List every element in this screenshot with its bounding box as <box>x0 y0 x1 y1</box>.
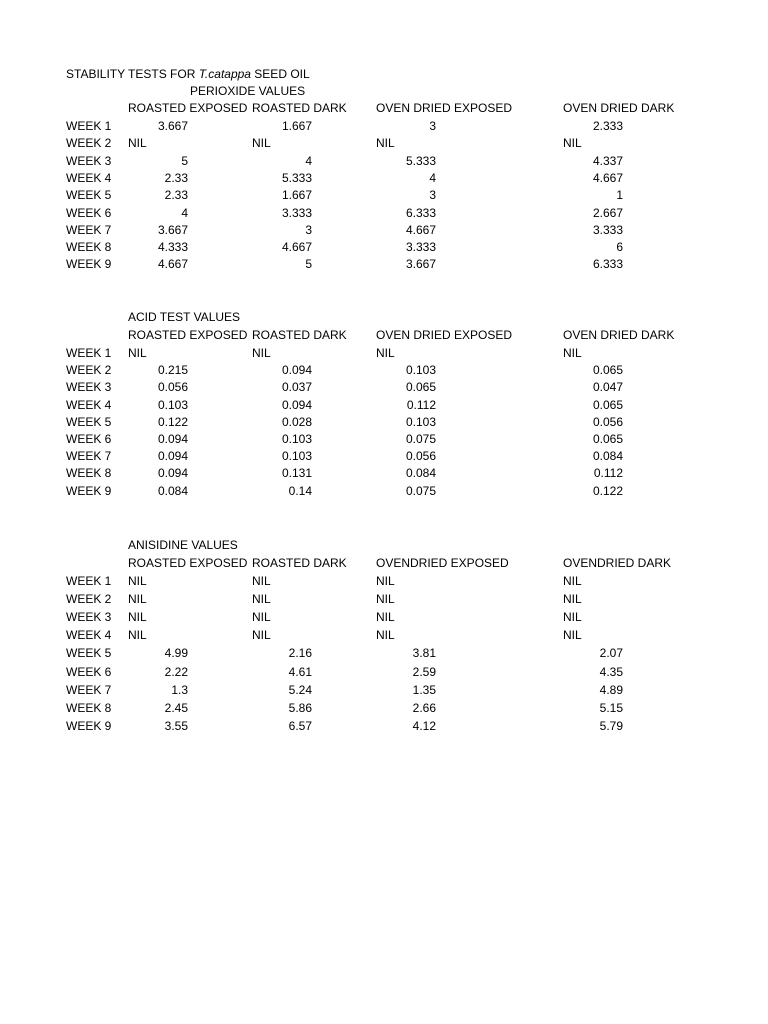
table-cell: NIL <box>563 610 582 624</box>
table-cell: 0.056 <box>405 449 436 463</box>
week-label: WEEK 8 <box>66 701 112 715</box>
table-cell: 3.81 <box>412 646 436 660</box>
table-cell: 0.103 <box>405 415 436 429</box>
table-cell: NIL <box>252 592 271 606</box>
table-cell: 1 <box>616 188 623 202</box>
table-cell: 2.33 <box>164 188 188 202</box>
column-header: OVEN DRIED EXPOSED <box>376 101 513 115</box>
table-cell: 0.103 <box>281 449 312 463</box>
table-caption: PERIOXIDE VALUES <box>190 84 306 98</box>
table-cell: 5 <box>305 257 312 271</box>
table-cell: 3 <box>429 119 436 133</box>
table-cell: 0.094 <box>157 432 188 446</box>
week-label: WEEK 4 <box>66 398 112 412</box>
table-cell: NIL <box>128 136 147 150</box>
table-header-row <box>0 102 768 119</box>
column-header: OVEN DRIED EXPOSED <box>376 328 513 342</box>
table-cell: 6.333 <box>592 257 623 271</box>
column-header: ROASTED EXPOSED <box>128 556 248 570</box>
table-cell: NIL <box>128 346 147 360</box>
table-cell: 0.056 <box>592 415 623 429</box>
table-row <box>0 647 768 664</box>
table-row <box>0 258 768 275</box>
table-cell: 0.215 <box>157 363 188 377</box>
table-cell: 2.667 <box>592 206 623 220</box>
table-cell: 3.667 <box>157 223 188 237</box>
week-label: WEEK 5 <box>66 415 112 429</box>
week-label: WEEK 6 <box>66 432 112 446</box>
table-row <box>0 224 768 241</box>
week-label: WEEK 5 <box>66 646 112 660</box>
table-cell: 5.79 <box>599 719 623 733</box>
table-cell: 0.065 <box>592 398 623 412</box>
table-cell: 0.112 <box>593 466 623 480</box>
table-row <box>0 629 768 646</box>
table-cell: NIL <box>376 592 395 606</box>
week-label: WEEK 4 <box>66 628 112 642</box>
table-cell: 5.86 <box>288 701 312 715</box>
table-cell: 2.333 <box>592 119 623 133</box>
table-cell: 0.094 <box>157 466 188 480</box>
table-row <box>0 347 768 364</box>
table-row <box>0 450 768 467</box>
table-cell: 5.15 <box>599 701 623 715</box>
table-cell: 6 <box>616 240 623 254</box>
column-header: ROASTED DARK <box>252 328 347 342</box>
table-cell: NIL <box>252 136 271 150</box>
table-cell: 0.094 <box>281 363 312 377</box>
table-cell: 0.122 <box>157 415 188 429</box>
table-cell: 4.667 <box>281 240 312 254</box>
table-cell: NIL <box>376 136 395 150</box>
week-label: WEEK 1 <box>66 346 112 360</box>
table-cell: 5.333 <box>281 171 312 185</box>
week-label: WEEK 1 <box>66 119 112 133</box>
table-cell: 0.056 <box>157 380 188 394</box>
table-cell: 4 <box>305 154 312 168</box>
table-cell: 0.094 <box>281 398 312 412</box>
table-cell: 5 <box>181 154 188 168</box>
table-cell: 0.084 <box>157 484 188 498</box>
table-cell: NIL <box>252 628 271 642</box>
table-cell: 4 <box>181 206 188 220</box>
week-label: WEEK 3 <box>66 380 112 394</box>
table-cell: NIL <box>563 628 582 642</box>
table-cell: 0.065 <box>592 432 623 446</box>
week-label: WEEK 7 <box>66 683 112 697</box>
table-cell: 2.33 <box>164 171 188 185</box>
table-cell: 4.333 <box>157 240 188 254</box>
table-cell: 2.45 <box>164 701 188 715</box>
table-cell: 3.333 <box>405 240 436 254</box>
table-cell: 1.667 <box>281 188 312 202</box>
title-prefix: STABILITY TESTS FOR <box>66 67 199 81</box>
week-label: WEEK 8 <box>66 240 112 254</box>
table-row <box>0 120 768 137</box>
table-cell: NIL <box>128 592 147 606</box>
table-cell: 4.667 <box>592 171 623 185</box>
table-row <box>0 611 768 628</box>
table-row <box>0 467 768 484</box>
table-cell: 1.667 <box>281 119 312 133</box>
table-row <box>0 364 768 381</box>
table-row <box>0 666 768 683</box>
table-cell: 0.103 <box>157 398 188 412</box>
table-cell: 4 <box>429 171 436 185</box>
table-cell: 5.333 <box>405 154 436 168</box>
table-cell: 1.35 <box>412 683 436 697</box>
week-label: WEEK 2 <box>66 136 112 150</box>
week-label: WEEK 4 <box>66 171 112 185</box>
week-label: WEEK 3 <box>66 610 112 624</box>
table-cell: 3.55 <box>164 719 188 733</box>
table-row <box>0 593 768 610</box>
document-title <box>66 68 310 80</box>
table-header-row <box>0 329 768 346</box>
table-row <box>0 433 768 450</box>
table-cell: 3.333 <box>281 206 312 220</box>
table-cell: 0.075 <box>405 484 436 498</box>
table-cell: 0.084 <box>405 466 436 480</box>
table-row <box>0 399 768 416</box>
week-label: WEEK 9 <box>66 719 112 733</box>
table-cell: 0.103 <box>405 363 436 377</box>
table-cell: 0.084 <box>592 449 623 463</box>
table-row <box>0 172 768 189</box>
table-cell: NIL <box>252 346 271 360</box>
table-cell: 4.99 <box>164 646 188 660</box>
table-cell: 2.22 <box>164 665 188 679</box>
column-header: OVENDRIED DARK <box>563 556 672 570</box>
table-caption: ACID TEST VALUES <box>128 310 241 324</box>
table-caption: ANISIDINE VALUES <box>128 538 238 552</box>
week-label: WEEK 6 <box>66 206 112 220</box>
table-cell: 3.333 <box>592 223 623 237</box>
table-cell: 4.35 <box>599 665 623 679</box>
table-row <box>0 416 768 433</box>
week-label: WEEK 8 <box>66 466 112 480</box>
table-cell: 4.667 <box>157 257 188 271</box>
table-cell: 3 <box>305 223 312 237</box>
week-label: WEEK 6 <box>66 665 112 679</box>
table-cell: 2.16 <box>288 646 312 660</box>
column-header: ROASTED EXPOSED <box>128 101 248 115</box>
table-row <box>0 155 768 172</box>
column-header: OVEN DRIED DARK <box>563 328 675 342</box>
table-cell: 1.3 <box>171 683 188 697</box>
table-cell: 6.57 <box>288 719 312 733</box>
table-cell: 0.065 <box>405 380 436 394</box>
table-cell: 0.112 <box>406 398 436 412</box>
table-row <box>0 207 768 224</box>
column-header: ROASTED DARK <box>252 556 347 570</box>
table-cell: 3 <box>429 188 436 202</box>
week-label: WEEK 7 <box>66 223 112 237</box>
table-cell: NIL <box>563 592 582 606</box>
week-label: WEEK 3 <box>66 154 112 168</box>
table-row <box>0 485 768 502</box>
week-label: WEEK 7 <box>66 449 112 463</box>
table-cell: 2.59 <box>412 665 436 679</box>
column-header: OVEN DRIED DARK <box>563 101 675 115</box>
week-label: WEEK 9 <box>66 257 112 271</box>
table-cell: 4.89 <box>599 683 623 697</box>
table-cell: NIL <box>376 610 395 624</box>
table-cell: 4.667 <box>405 223 436 237</box>
table-cell: NIL <box>252 574 271 588</box>
table-cell: NIL <box>252 610 271 624</box>
table-cell: 0.037 <box>281 380 312 394</box>
table-cell: 0.028 <box>281 415 312 429</box>
table-cell: NIL <box>128 628 147 642</box>
table-header-row <box>0 557 768 574</box>
table-cell: NIL <box>128 574 147 588</box>
table-cell: NIL <box>128 610 147 624</box>
table-cell: 0.14 <box>288 484 312 498</box>
table-cell: NIL <box>376 346 395 360</box>
table-cell: NIL <box>563 574 582 588</box>
table-cell: 0.065 <box>592 363 623 377</box>
title-suffix: SEED OIL <box>250 67 310 81</box>
table-cell: 4.12 <box>412 719 436 733</box>
week-label: WEEK 9 <box>66 484 112 498</box>
column-header: OVENDRIED EXPOSED <box>376 556 509 570</box>
table-cell: 0.103 <box>281 432 312 446</box>
table-cell: 3.667 <box>157 119 188 133</box>
table-row <box>0 241 768 258</box>
table-cell: 2.07 <box>599 646 623 660</box>
table-row <box>0 575 768 592</box>
table-row <box>0 702 768 719</box>
table-cell: NIL <box>376 574 395 588</box>
table-cell: 4.337 <box>592 154 623 168</box>
column-header: ROASTED EXPOSED <box>128 328 248 342</box>
table-cell: 3.667 <box>405 257 436 271</box>
week-label: WEEK 2 <box>66 592 112 606</box>
table-cell: 5.24 <box>288 683 312 697</box>
table-cell: 0.094 <box>157 449 188 463</box>
table-cell: 0.047 <box>592 380 623 394</box>
table-cell: 6.333 <box>405 206 436 220</box>
table-row <box>0 189 768 206</box>
table-row <box>0 137 768 154</box>
week-label: WEEK 5 <box>66 188 112 202</box>
week-label: WEEK 2 <box>66 363 112 377</box>
column-header: ROASTED DARK <box>252 101 347 115</box>
week-label: WEEK 1 <box>66 574 112 588</box>
table-cell: NIL <box>563 346 582 360</box>
table-row <box>0 381 768 398</box>
table-row <box>0 684 768 701</box>
table-cell: 2.66 <box>412 701 436 715</box>
table-row <box>0 720 768 737</box>
table-cell: 4.61 <box>288 665 312 679</box>
table-cell: 0.075 <box>405 432 436 446</box>
title-species: T.catappa <box>198 67 251 81</box>
table-cell: NIL <box>563 136 582 150</box>
table-cell: NIL <box>376 628 395 642</box>
table-cell: 0.122 <box>592 484 623 498</box>
table-cell: 0.131 <box>281 466 312 480</box>
